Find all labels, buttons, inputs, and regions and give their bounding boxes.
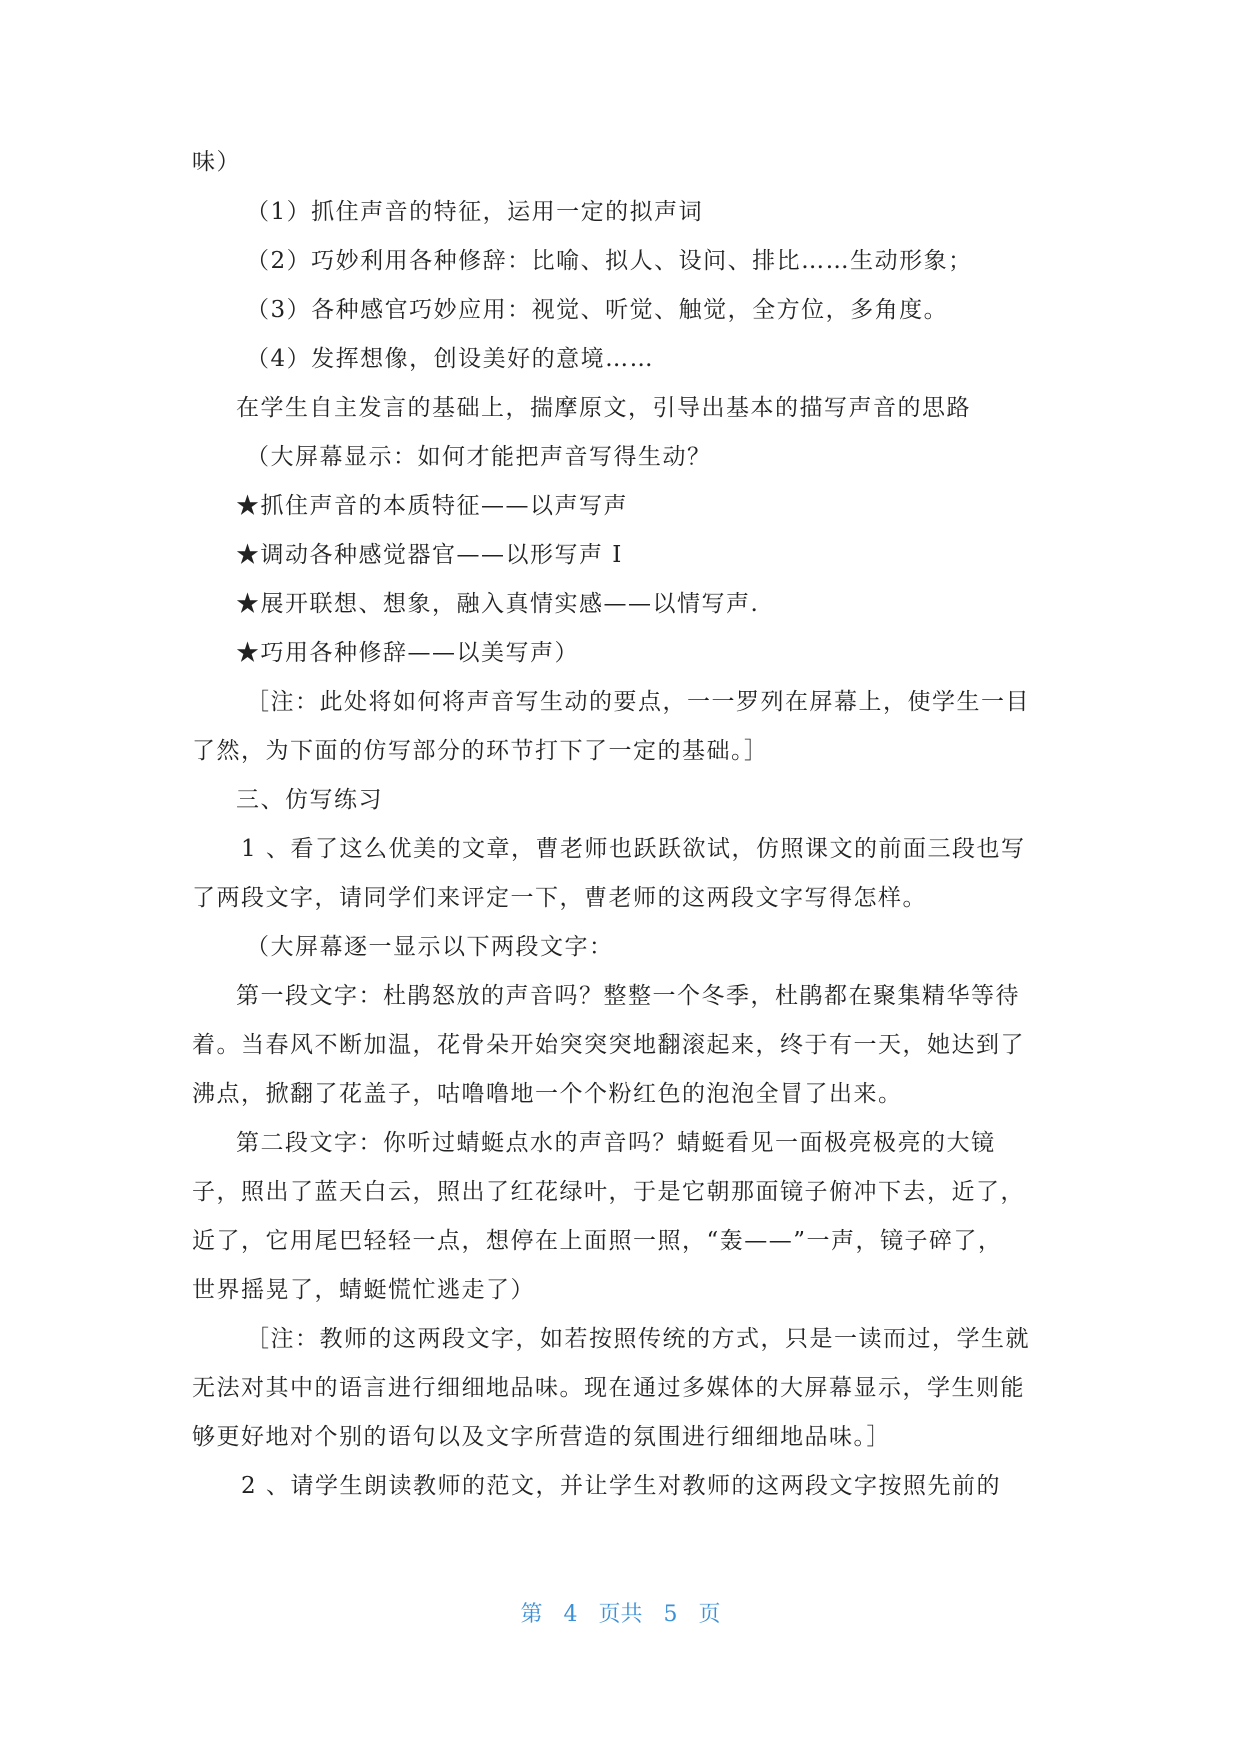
text-line: ［注：此处将如何将声音写生动的要点，一一罗列在屏幕上，使学生一目	[246, 689, 1030, 715]
text-line: （2）巧妙利用各种修辞：比喻、拟人、设问、排比……生动形象；	[246, 248, 973, 274]
footer-prefix: 第	[520, 1602, 543, 1627]
text-line: 了两段文字，请同学们来评定一下，曹老师的这两段文字写得怎样。	[192, 885, 927, 911]
text-line: 了然，为下面的仿写部分的环节打下了一定的基础。］	[192, 738, 769, 764]
text-line: （3）各种感官巧妙应用：视觉、听觉、触觉，全方位，多角度。	[246, 297, 949, 323]
text-line: （4）发挥想像，创设美好的意境……	[246, 346, 655, 372]
footer-total-pages: 5	[663, 1602, 678, 1627]
page-footer	[0, 1600, 1241, 1630]
text-line: ★巧用各种修辞——以美写声）	[236, 640, 579, 666]
section-heading: 三、仿写练习	[236, 787, 383, 813]
text-line: 第一段文字：杜鹃怒放的声音吗？整整一个冬季，杜鹃都在聚集精华等待	[236, 983, 1020, 1009]
footer-current-page: 4	[563, 1602, 578, 1627]
text-line: ★调动各种感觉器官——以形写声 I	[236, 542, 623, 568]
text-line: 子，照出了蓝天白云，照出了红花绿叶，于是它朝那面镜子俯冲下去，近了，	[192, 1179, 1025, 1205]
text-line: （大屏幕显示：如何才能把声音写得生动？	[246, 444, 712, 470]
text-line: ★抓住声音的本质特征——以声写声	[236, 493, 628, 519]
text-line: （大屏幕逐一显示以下两段文字：	[246, 934, 614, 960]
text-line: 沸点，掀翻了花盖子，咕噜噜地一个个粉红色的泡泡全冒了出来。	[192, 1081, 903, 1107]
text-line: 世界摇晃了，蜻蜓慌忙逃走了）	[192, 1277, 535, 1303]
text-line: 2 、请学生朗读教师的范文，并让学生对教师的这两段文字按照先前的	[241, 1473, 1001, 1499]
text-line: 近了，它用尾巴轻轻一点，想停在上面照一照，“轰——”一声，镜子碎了，	[192, 1228, 1003, 1254]
text-line: 在学生自主发言的基础上，揣摩原文，引导出基本的描写声音的思路	[236, 395, 971, 421]
text-line: ★展开联想、想象，融入真情实感——以情写声.	[236, 591, 760, 617]
footer-suffix: 页	[698, 1602, 721, 1627]
text-line: 够更好地对个别的语句以及文字所营造的氛围进行细细地品味。］	[192, 1424, 891, 1450]
text-line: 无法对其中的语言进行细细地品味。现在通过多媒体的大屏幕显示，学生则能	[192, 1375, 1025, 1401]
text-line: 第二段文字：你听过蜻蜓点水的声音吗？蜻蜓看见一面极亮极亮的大镜	[236, 1130, 996, 1156]
text-line: ［注：教师的这两段文字，如若按照传统的方式，只是一读而过，学生就	[246, 1326, 1030, 1352]
text-line: 1 、看了这么优美的文章，曹老师也跃跃欲试，仿照课文的前面三段也写	[241, 836, 1026, 862]
text-line: 味）	[192, 149, 241, 175]
text-line: 着。当春风不断加温，花骨朵开始突突突地翻滚起来，终于有一天，她达到了	[192, 1032, 1025, 1058]
footer-middle: 页共	[598, 1602, 643, 1627]
text-line: （1）抓住声音的特征，运用一定的拟声词	[246, 199, 704, 225]
